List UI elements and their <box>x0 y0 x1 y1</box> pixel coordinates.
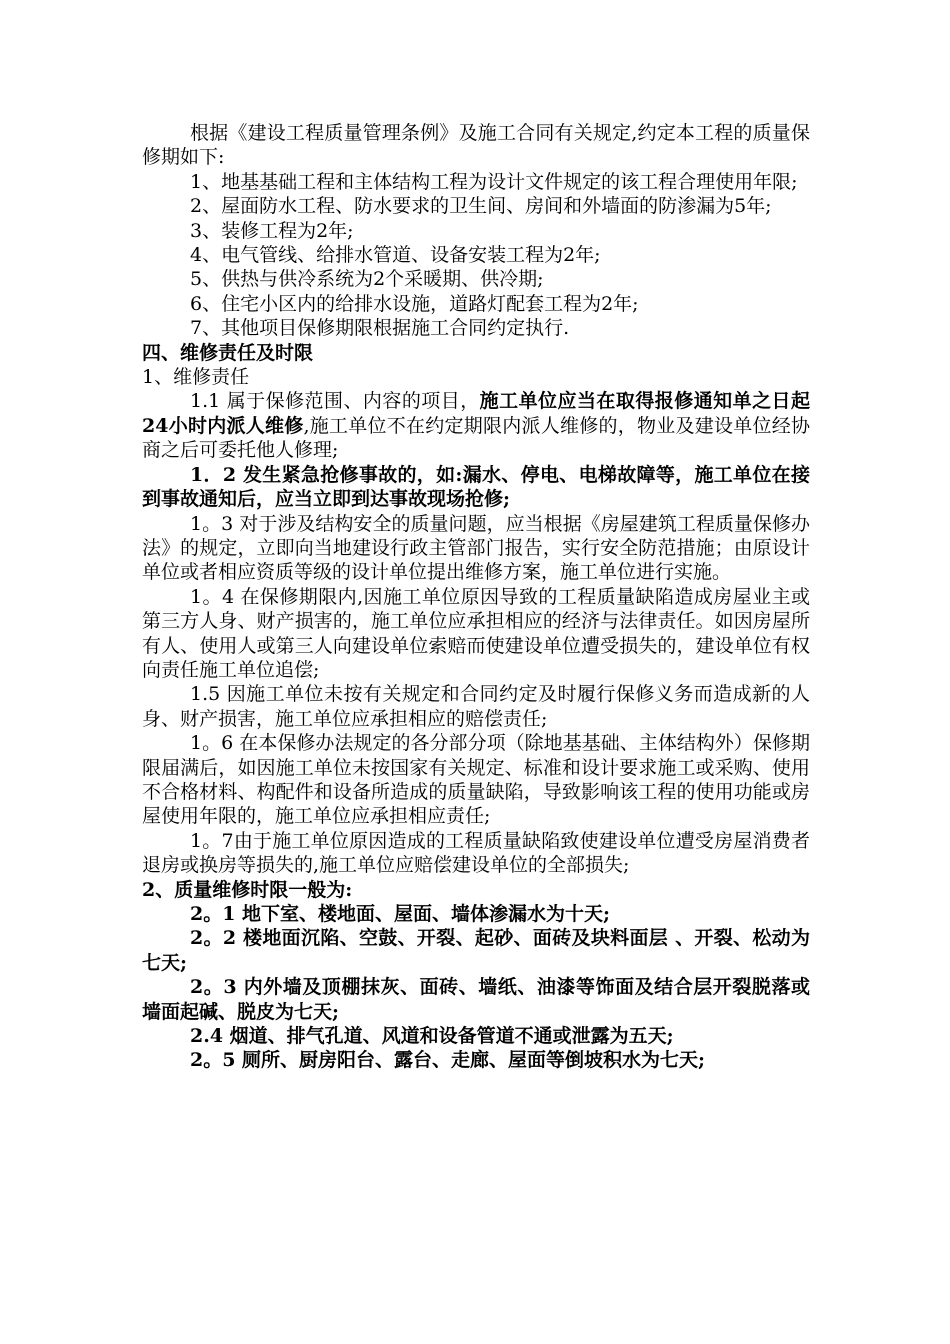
warranty-item: 2、屋面防水工程、防水要求的卫生间、房间和外墙面的防渗漏为5年; <box>190 195 772 218</box>
warranty-item: 1、地基基础工程和主体结构工程为设计文件规定的该工程合理使用年限; <box>190 170 798 193</box>
time-limit-item: 2。5 厕所、厨房阳台、露台、走廊、屋面等倒坡积水为七天; <box>190 1049 706 1072</box>
responsibility-paragraph: 1。3 对于涉及结构安全的质量问题，应当根据《房屋建筑工程质量保修办法》的规定，立即向当地建设行政主管部门报告，实行安全防范措施；由原设计单位或者相应资质等级的设计单位提出维修方案，施工单位进行实施。 <box>142 512 810 584</box>
time-limit-item: 2。3 内外墙及顶棚抹灰、面砖、墙纸、油漆等饰面及结合层开裂脱落或墙面起碱、脱皮为七天; <box>142 976 810 1023</box>
warranty-item: 7、其他项目保修期限根据施工合同约定执行. <box>190 317 570 340</box>
warranty-item: 6、住宅小区内的给排水设施，道路灯配套工程为2年; <box>190 292 639 315</box>
subsection-heading: 1、维修责任 <box>142 366 250 389</box>
responsibility-paragraph: 1.5 因施工单位未按有关规定和合同约定及时履行保修义务而造成新的人身、财产损害，施工单位应承担相应的赔偿责任; <box>142 683 810 730</box>
section-heading: 四、维修责任及时限 <box>142 341 314 364</box>
time-limit-item: 2。1 地下室、楼地面、屋面、墙体渗漏水为十天; <box>190 903 611 925</box>
time-limit-item: 2.4 烟道、排气孔道、风道和设备管道不通或泄露为五天; <box>190 1025 674 1048</box>
subsection-heading: 2、质量维修时限一般为: <box>142 878 353 901</box>
responsibility-paragraph: 1。4 在保修期限内,因施工单位原因导致的工程质量缺陷造成房屋业主或第三方人身、财产损害的，施工单位应承担相应的经济与法律责任。如因房屋所有人、使用人或第三人向建设单位索赔而使建设单位遭受损失的，建设单位有权向责任施工单位追偿; <box>142 585 810 681</box>
warranty-item: 4、电气管线、给排水管道、设备安装工程为2年; <box>190 244 601 267</box>
time-limit-item: 2。2 楼地面沉陷、空鼓、开裂、起砂、面砖及块料面层 、开裂、松动为七天; <box>142 927 810 974</box>
emphasized-text: 施工单位应当在取得报修通知单之日起24小时内派人维修 <box>142 390 810 437</box>
responsibility-paragraph: 1。6 在本保修办法规定的各分部分项（除地基基础、主体结构外）保修期限届满后，如因施工单位未按国家有关规定、标准和设计要求施工或采购、使用不合格材料、构配件和设备所造成的质量缺陷，导致影响该工程的使用功能或房屋使用年限的，施工单位应承担相应责任; <box>142 732 810 828</box>
paragraph-text: 1.1 属于保修范围、内容的项目， <box>190 390 480 413</box>
responsibility-paragraph: 1。7由于施工单位原因造成的工程质量缺陷致使建设单位遭受房屋消费者退房或换房等损失的,施工单位应赔偿建设单位的全部损失; <box>142 829 810 877</box>
paragraph-text: ,施工单位不在约定期限内派人维修的，物业及建设单位经协商之后可委托他人修理; <box>142 414 810 462</box>
responsibility-paragraph: 1．2 发生紧急抢修事故的，如:漏水、停电、电梯故障等，施工单位在接到事故通知后，应当立即到达事故现场抢修; <box>142 463 810 511</box>
responsibility-paragraph <box>142 389 810 462</box>
intro-paragraph: 根据《建设工程质量管理条例》及施工合同有关规定,约定本工程的质量保修期如下: <box>142 122 810 169</box>
document-page <box>142 121 810 1073</box>
warranty-item: 3、装修工程为2年; <box>190 219 354 242</box>
warranty-item: 5、供热与供冷系统为2个采暖期、供冷期; <box>190 268 544 291</box>
